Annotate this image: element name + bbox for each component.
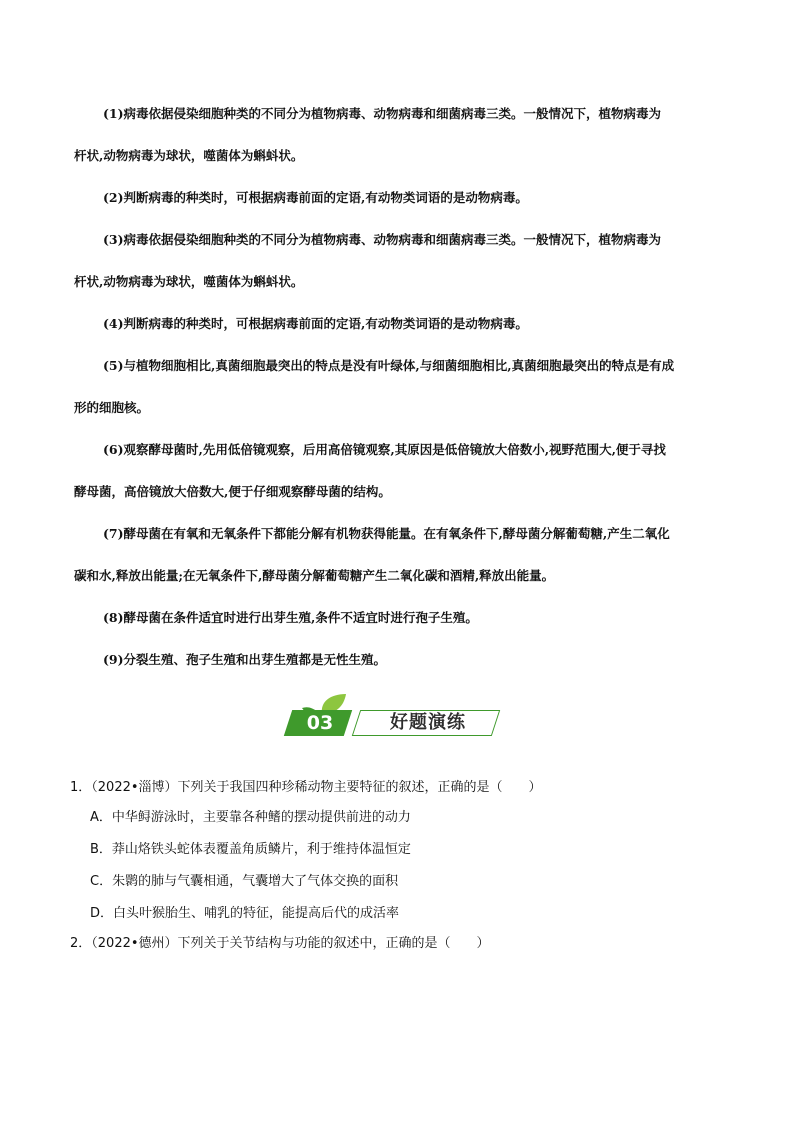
key-point [74,650,734,670]
key-point-line: (8)酵母菌在条件适宜时进行出芽生殖,条件不适宜时进行孢子生殖。 [103,610,478,625]
key-point-line: 形的细胞核。 [74,400,150,415]
key-points-section [74,104,734,670]
question-option: C．朱鹮的肺与气囊相通，气囊增大了气体交换的面积 [90,874,399,889]
key-point-line: (9)分裂生殖、孢子生殖和出芽生殖都是无性生殖。 [103,652,387,667]
key-point-line: 杆状,动物病毒为球状，噬菌体为蝌蚪状。 [74,148,304,163]
key-point-line: 杆状,动物病毒为球状，噬菌体为蝌蚪状。 [74,274,304,289]
question-option: D．白头叶猴胎生、哺乳的特征，能提高后代的成活率 [90,906,400,921]
key-point [74,356,734,418]
exercise-section [70,777,730,955]
key-point-line: (6)观察酵母菌时,先用低倍镜观察，后用高倍镜观察,其原因是低倍镜放大倍数小,视野范围大,便于寻找 [103,442,666,457]
section-banner [282,692,512,744]
key-point-line: 酵母菌，高倍镜放大倍数大,便于仔细观察酵母菌的结构。 [74,484,391,499]
question-option: B．莽山烙铁头蛇体表覆盖角质鳞片，利于维持体温恒定 [90,842,411,857]
key-point [74,104,734,166]
section-number: 03 [306,712,334,734]
key-point-line: 碳和水,释放出能量;在无氧条件下,酵母菌分解葡萄糖产生二氧化碳和酒精,释放出能量。 [74,568,555,583]
key-point-line: (3)病毒依据侵染细胞种类的不同分为植物病毒、动物病毒和细菌病毒三类。一般情况下，植物病毒为 [103,232,662,247]
section-title: 好题演练 [390,712,466,733]
key-point [74,524,734,586]
key-point [74,608,734,628]
key-point-line: (4)判断病毒的种类时，可根据病毒前面的定语,有动物类词语的是动物病毒。 [103,316,528,331]
question-stem: 1．（2022•淄博）下列关于我国四种珍稀动物主要特征的叙述，正确的是（ ） [70,780,542,795]
question-stem: 2．（2022•德州）下列关于关节结构与功能的叙述中，正确的是（ ） [70,936,490,951]
key-point [74,188,734,208]
key-point-line: (5)与植物细胞相比,真菌细胞最突出的特点是没有叶绿体,与细菌细胞相比,真菌细胞最突出的特点是有成 [103,358,675,373]
question-option: A．中华鲟游泳时，主要靠各种鳍的摆动提供前进的动力 [90,810,411,825]
key-point [74,440,734,502]
key-point-line: (2)判断病毒的种类时，可根据病毒前面的定语,有动物类词语的是动物病毒。 [103,190,528,205]
key-point [74,230,734,292]
key-point-line: (7)酵母菌在有氧和无氧条件下都能分解有机物获得能量。在有氧条件下,酵母菌分解葡萄糖,产生二氧化 [103,526,670,541]
key-point-line: (1)病毒依据侵染细胞种类的不同分为植物病毒、动物病毒和细菌病毒三类。一般情况下，植物病毒为 [103,106,662,121]
key-point [74,314,734,334]
